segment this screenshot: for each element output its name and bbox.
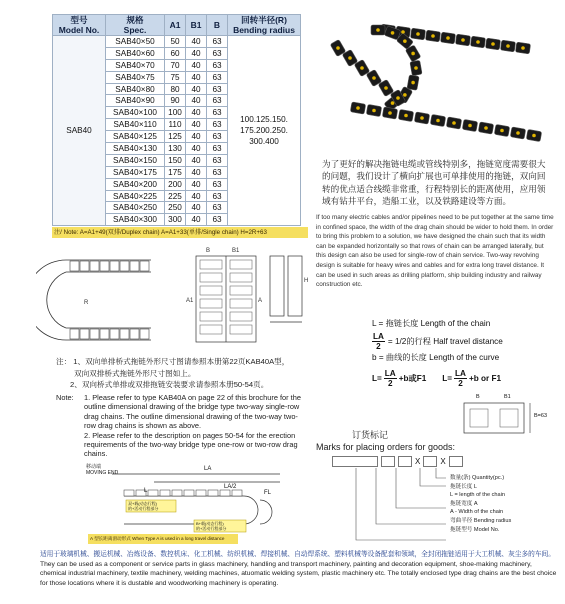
a1-cell: 150 xyxy=(165,154,186,166)
chain-pin xyxy=(391,101,395,105)
spec-cell: SAB40×200 xyxy=(106,178,165,190)
b-cell: 63 xyxy=(207,190,228,202)
b1-cell: 40 xyxy=(186,131,207,143)
section-cell-2 xyxy=(500,409,518,427)
a1-cell: 110 xyxy=(165,119,186,131)
motion-box-1-text: 双+载(动态行程) 的+活动行程部分 xyxy=(128,501,159,511)
b1-cell: 40 xyxy=(186,190,207,202)
b-cell: 63 xyxy=(207,59,228,71)
spec-cell: SAB40×125 xyxy=(106,131,165,143)
header-spec: 规格 Spec. xyxy=(106,15,165,36)
order-label-width-cn: 拖链宽度 A xyxy=(450,500,478,507)
side-view-chain xyxy=(36,260,151,340)
chain-pin xyxy=(404,114,408,118)
side-link xyxy=(110,329,119,339)
side-link xyxy=(100,261,109,271)
b-cell: 63 xyxy=(207,131,228,143)
spec-cell: SAB40×50 xyxy=(106,36,165,48)
spec-cell: SAB40×75 xyxy=(106,71,165,83)
spec-cell: SAB40×150 xyxy=(106,154,165,166)
remark-cn-1b: 双向双排桥式拖链外形尺寸图如上。 xyxy=(74,368,196,378)
b-cell: 63 xyxy=(207,95,228,107)
chain-pin xyxy=(416,32,420,36)
a1-cell: 250 xyxy=(165,202,186,214)
plan-link xyxy=(200,273,222,282)
order-box-model xyxy=(332,456,378,467)
plan-link xyxy=(230,325,252,334)
plan-link xyxy=(200,325,222,334)
chain-pin xyxy=(532,134,536,138)
order-leader-lines xyxy=(336,468,446,544)
dimension-drawing xyxy=(36,242,316,354)
a1-cell: 100 xyxy=(165,107,186,119)
section-cell-1 xyxy=(470,409,488,427)
b1-cell: 40 xyxy=(186,119,207,131)
footer-application xyxy=(40,550,560,588)
order-box-radius xyxy=(381,456,395,467)
side-link xyxy=(70,261,79,271)
b-cell: 63 xyxy=(207,107,228,119)
table-note: 注/ Note: A=A1+49(双排/Duplex chain) A=A1+33(单排/Single chain) H=2R+63 xyxy=(52,227,308,238)
chain-pin xyxy=(436,119,440,123)
travel-links xyxy=(124,490,242,496)
chain-pin xyxy=(420,116,424,120)
travel-link xyxy=(172,490,182,496)
b1-cell: 40 xyxy=(186,47,207,59)
section-b63-label: B=63 xyxy=(534,413,547,419)
a1-cell: 50 xyxy=(165,36,186,48)
spec-cell: SAB40×70 xyxy=(106,59,165,71)
intro-chinese: 为了更好的解决拖链电缆或管线特别多，拖链宽度需要很大的问题，我们设计了横向扩展也可单排使用的拖链，双向回转的优点适合线缆非常重，行程特别长的距离使用，应用领域有钻井平台，造船工业，以及铁路建设等方面。 xyxy=(322,159,546,207)
chain-pin xyxy=(376,28,380,32)
chain-pin xyxy=(391,31,395,35)
plan-link xyxy=(200,286,222,295)
b1-cell: 40 xyxy=(186,59,207,71)
header-b: B xyxy=(207,15,228,36)
remark-cn-1: 注： 1、双向单排桥式拖链外形尺寸图请参照本册第22页KAB40A型， xyxy=(56,357,290,366)
b1-cell: 40 xyxy=(186,214,207,226)
plan-link xyxy=(230,286,252,295)
side-view-links xyxy=(70,261,149,339)
fl-label: FL xyxy=(264,490,272,496)
a1-cell: 60 xyxy=(165,47,186,59)
travel-link xyxy=(148,490,158,496)
travel-link xyxy=(232,490,242,496)
b1-cell: 40 xyxy=(186,36,207,48)
section-b1-label: B1 xyxy=(504,394,511,400)
table-row xyxy=(53,36,301,48)
plan-link xyxy=(230,299,252,308)
chain-pin xyxy=(500,129,504,133)
remarks-english xyxy=(56,393,308,459)
chain-pin xyxy=(411,81,415,85)
la2-label: LA/2 xyxy=(224,484,237,490)
spec-cell: SAB40×60 xyxy=(106,47,165,59)
section-view xyxy=(270,256,302,322)
side-link xyxy=(120,261,129,271)
remark-en-2: 2. Please refer to the description on pages 50-54 for the erection requirements of the two-way bridge type one-row or two-row drag chains. xyxy=(84,430,298,459)
side-link xyxy=(120,329,129,339)
chain-pin xyxy=(484,126,488,130)
chain-pin xyxy=(372,76,376,80)
b1-cell: 40 xyxy=(186,95,207,107)
order-box-length xyxy=(423,456,437,467)
formula2-fraction: $\frac{LA}{2}$ xyxy=(455,368,466,388)
chain-pin xyxy=(461,38,465,42)
dimension-drawing-svg xyxy=(36,242,316,354)
note-label: Note: xyxy=(56,393,74,402)
side-link xyxy=(140,261,149,271)
b-cell: 63 xyxy=(207,154,228,166)
footer-en: They can be used as a component or service parts in glass machinery, handling and transport machinery, painting and decoration equipment, shoe-making machinery, chemical industrial machinery, textile machinery, welding machines, atuomatic welding system, plastic machinery etc. The totally enclosed type drag chains are the best choice for those locations where it is dustable and woodworking machinery is operating. xyxy=(40,560,557,587)
a1-cell: 300 xyxy=(165,214,186,226)
order-x-1: X xyxy=(415,457,421,466)
order-title-cn: 订货标记 xyxy=(352,430,389,440)
chain-pin xyxy=(360,66,364,70)
side-link xyxy=(80,261,89,271)
a1-cell: 70 xyxy=(165,59,186,71)
order-label-qty: 数量(条) Quantity(pc.) xyxy=(450,475,505,481)
spec-cell: SAB40×175 xyxy=(106,166,165,178)
b-cell: 63 xyxy=(207,143,228,155)
dim-r-label: R xyxy=(84,300,89,306)
l-label: L xyxy=(144,488,148,494)
b-cell: 63 xyxy=(207,36,228,48)
remark-cn-2: 2、双向桥式单排或双排拖链安装要求请参照本册50-54页。 xyxy=(70,380,269,389)
spec-cell: SAB40×300 xyxy=(106,214,165,226)
legend-la: $\frac{LA}{2}$ = 1/2的行程 Half travel distance xyxy=(373,331,503,351)
chain-pin xyxy=(396,96,400,100)
order-x-2: X xyxy=(440,457,446,466)
chain-pin xyxy=(452,121,456,125)
legend-l: L = 拖链长度 Length of the chain xyxy=(372,319,491,328)
spec-cell: SAB40×130 xyxy=(106,143,165,155)
long-travel-diagram xyxy=(84,460,308,546)
a1-cell: 80 xyxy=(165,83,186,95)
la-fraction: $\frac{LA}{2}$ xyxy=(373,331,384,351)
b1-cell: 40 xyxy=(186,202,207,214)
travel-link xyxy=(124,490,134,496)
section-b-label: B xyxy=(476,394,480,400)
chain-pin xyxy=(403,39,407,43)
b1-cell: 40 xyxy=(186,154,207,166)
spec-cell: SAB40×110 xyxy=(106,119,165,131)
a1-cell: 130 xyxy=(165,143,186,155)
legend-b: b = 曲线的长度 Length of the curve xyxy=(372,353,500,362)
travel-link xyxy=(196,490,206,496)
spec-cell: SAB40×100 xyxy=(106,107,165,119)
order-label-length-en: L = length of the chain xyxy=(450,492,505,499)
side-link xyxy=(80,329,89,339)
b-cell: 63 xyxy=(207,71,228,83)
chain-pin xyxy=(491,42,495,46)
plan-link xyxy=(230,260,252,269)
travel-link xyxy=(220,490,230,496)
b-cell: 63 xyxy=(207,166,228,178)
header-model: 型号 Model No. xyxy=(53,15,106,36)
footer-cn: 适用于玻璃机械、搬运机械、冶炼设备、数控机床、化工机械、纺织机械、焊接机械、自动焊系统、塑料机械等设备配套和领域，全封闭拖链适用于大工机械、灰尘多的车间。 xyxy=(40,551,555,558)
chain-pin xyxy=(403,93,407,97)
model-cell: SAB40 xyxy=(53,36,106,226)
a1-cell: 200 xyxy=(165,178,186,190)
travel-link xyxy=(208,490,218,496)
b1-cell: 40 xyxy=(186,166,207,178)
radius-cell: 100.125.150. 175.200.250. 300.400 xyxy=(228,36,301,226)
header-b1: B1 xyxy=(186,15,207,36)
b-cell: 63 xyxy=(207,202,228,214)
spec-cell: SAB40×250 xyxy=(106,202,165,214)
chain-pin xyxy=(336,46,340,50)
b1-cell: 40 xyxy=(186,143,207,155)
remarks-chinese xyxy=(56,356,316,391)
side-link xyxy=(90,329,99,339)
drag-chain-photo xyxy=(318,8,558,153)
chain-pin xyxy=(414,66,418,70)
chain-pin xyxy=(348,56,352,60)
chain-pin xyxy=(506,44,510,48)
side-link xyxy=(110,261,119,271)
dim-b1-label: B1 xyxy=(232,248,240,254)
chain-pin xyxy=(411,52,415,56)
formula-legend xyxy=(372,318,562,390)
travel-link xyxy=(160,490,170,496)
chain-pin xyxy=(476,40,480,44)
a1-cell: 225 xyxy=(165,190,186,202)
chain-pin xyxy=(516,131,520,135)
order-labels xyxy=(450,474,560,534)
remark-en-1: 1. Please refer to type KAB40A on page 22 of this brochure for the outline dimensional drawing of the bridge type two-way single-row drag chains. The outline dimensional drawing of the two-way two-row drag chains is shown as above. xyxy=(84,393,301,431)
a1-cell: 90 xyxy=(165,95,186,107)
b1-cell: 40 xyxy=(186,83,207,95)
plan-link xyxy=(230,312,252,321)
order-label-width-en: A - Width of the chain xyxy=(450,509,504,516)
side-link xyxy=(70,329,79,339)
remark-en-1-row xyxy=(56,393,308,431)
b1-cell: 40 xyxy=(186,71,207,83)
plan-link xyxy=(200,260,222,269)
order-title-en: Marks for placing orders for goods: xyxy=(316,442,456,452)
b-cell: 63 xyxy=(207,178,228,190)
chain-links xyxy=(330,24,542,142)
side-link xyxy=(90,261,99,271)
a1-cell: 175 xyxy=(165,166,186,178)
a1-cell: 125 xyxy=(165,131,186,143)
chain-pin xyxy=(431,34,435,38)
formula1-fraction: $\frac{LA}{2}$ xyxy=(384,368,396,388)
b1-cell: 40 xyxy=(186,178,207,190)
order-label-length-cn: 拖链长度 L xyxy=(450,483,478,490)
intro-english: If too many electric cables and/or pipelines need to be put together at the same time in confined space, the width of the drag chain should be wider to hold them. In order to bring this problem to a solution, we have designed the chain such that its width can be expanded horizontally so that rows of chain can be arranged laterally, but this design can also be used for single-row of chain service. Two-way revolving design is suitable for heavy wires and cables and for extra long travel distance. It can be used in such areas as drilling platform, ship building industry and railway construction etc. xyxy=(316,214,554,289)
drag-chain-image xyxy=(318,8,558,153)
plan-link xyxy=(200,312,222,321)
order-box-width xyxy=(398,456,412,467)
order-label-radius: 弯曲半径 Bending radius xyxy=(450,517,512,524)
order-leaders-svg xyxy=(336,468,446,544)
b-cell: 63 xyxy=(207,47,228,59)
b-cell: 63 xyxy=(207,214,228,226)
dim-b-label: B xyxy=(206,248,211,254)
spec-cell: SAB40×90 xyxy=(106,95,165,107)
chain-pin xyxy=(446,36,450,40)
header-a1: A1 xyxy=(165,15,186,36)
order-box-qty xyxy=(449,456,463,467)
moving-end-label: 移动端 MOVING END xyxy=(86,464,119,476)
order-label-model: 拖链型号 Model No. xyxy=(450,526,500,533)
diagram-caption: A 型长距离滑动形式 When Type A is used in a long travel distance xyxy=(90,536,225,541)
dim-a-label: A xyxy=(258,298,263,304)
section-diagram xyxy=(456,393,556,443)
header-radius: 回转半径(R) Bending radius xyxy=(228,15,301,36)
side-link xyxy=(130,329,139,339)
travel-link xyxy=(184,490,194,496)
order-code-boxes xyxy=(332,456,463,467)
chain-pin xyxy=(388,111,392,115)
b1-cell: 40 xyxy=(186,107,207,119)
chain-pin xyxy=(468,124,472,128)
travel-lines xyxy=(112,474,280,524)
chain-pin xyxy=(372,109,376,113)
side-link xyxy=(140,329,149,339)
side-link xyxy=(100,329,109,339)
spec-cell: SAB40×80 xyxy=(106,83,165,95)
side-link xyxy=(130,261,139,271)
b-cell: 63 xyxy=(207,83,228,95)
chain-pin xyxy=(521,46,525,50)
b-cell: 63 xyxy=(207,119,228,131)
la-label: LA xyxy=(204,466,212,472)
dim-a1-label: A1 xyxy=(186,298,194,304)
spec-table-body xyxy=(53,36,301,226)
formulas: L= $\frac{LA}{2}$ +b或F1 L= $\frac{LA}{2}$ +b or F1 xyxy=(372,368,502,388)
plan-link xyxy=(230,273,252,282)
spec-table xyxy=(52,14,301,226)
chain-pin xyxy=(384,86,388,90)
dim-h-label: H xyxy=(304,278,309,284)
spec-cell: SAB40×225 xyxy=(106,190,165,202)
a1-cell: 75 xyxy=(165,71,186,83)
chain-pin xyxy=(356,106,360,110)
plan-link xyxy=(200,299,222,308)
spec-table-header xyxy=(53,15,301,36)
motion-box-2-text: B+载(动态行程) 的+活动行程部分 xyxy=(196,521,227,531)
